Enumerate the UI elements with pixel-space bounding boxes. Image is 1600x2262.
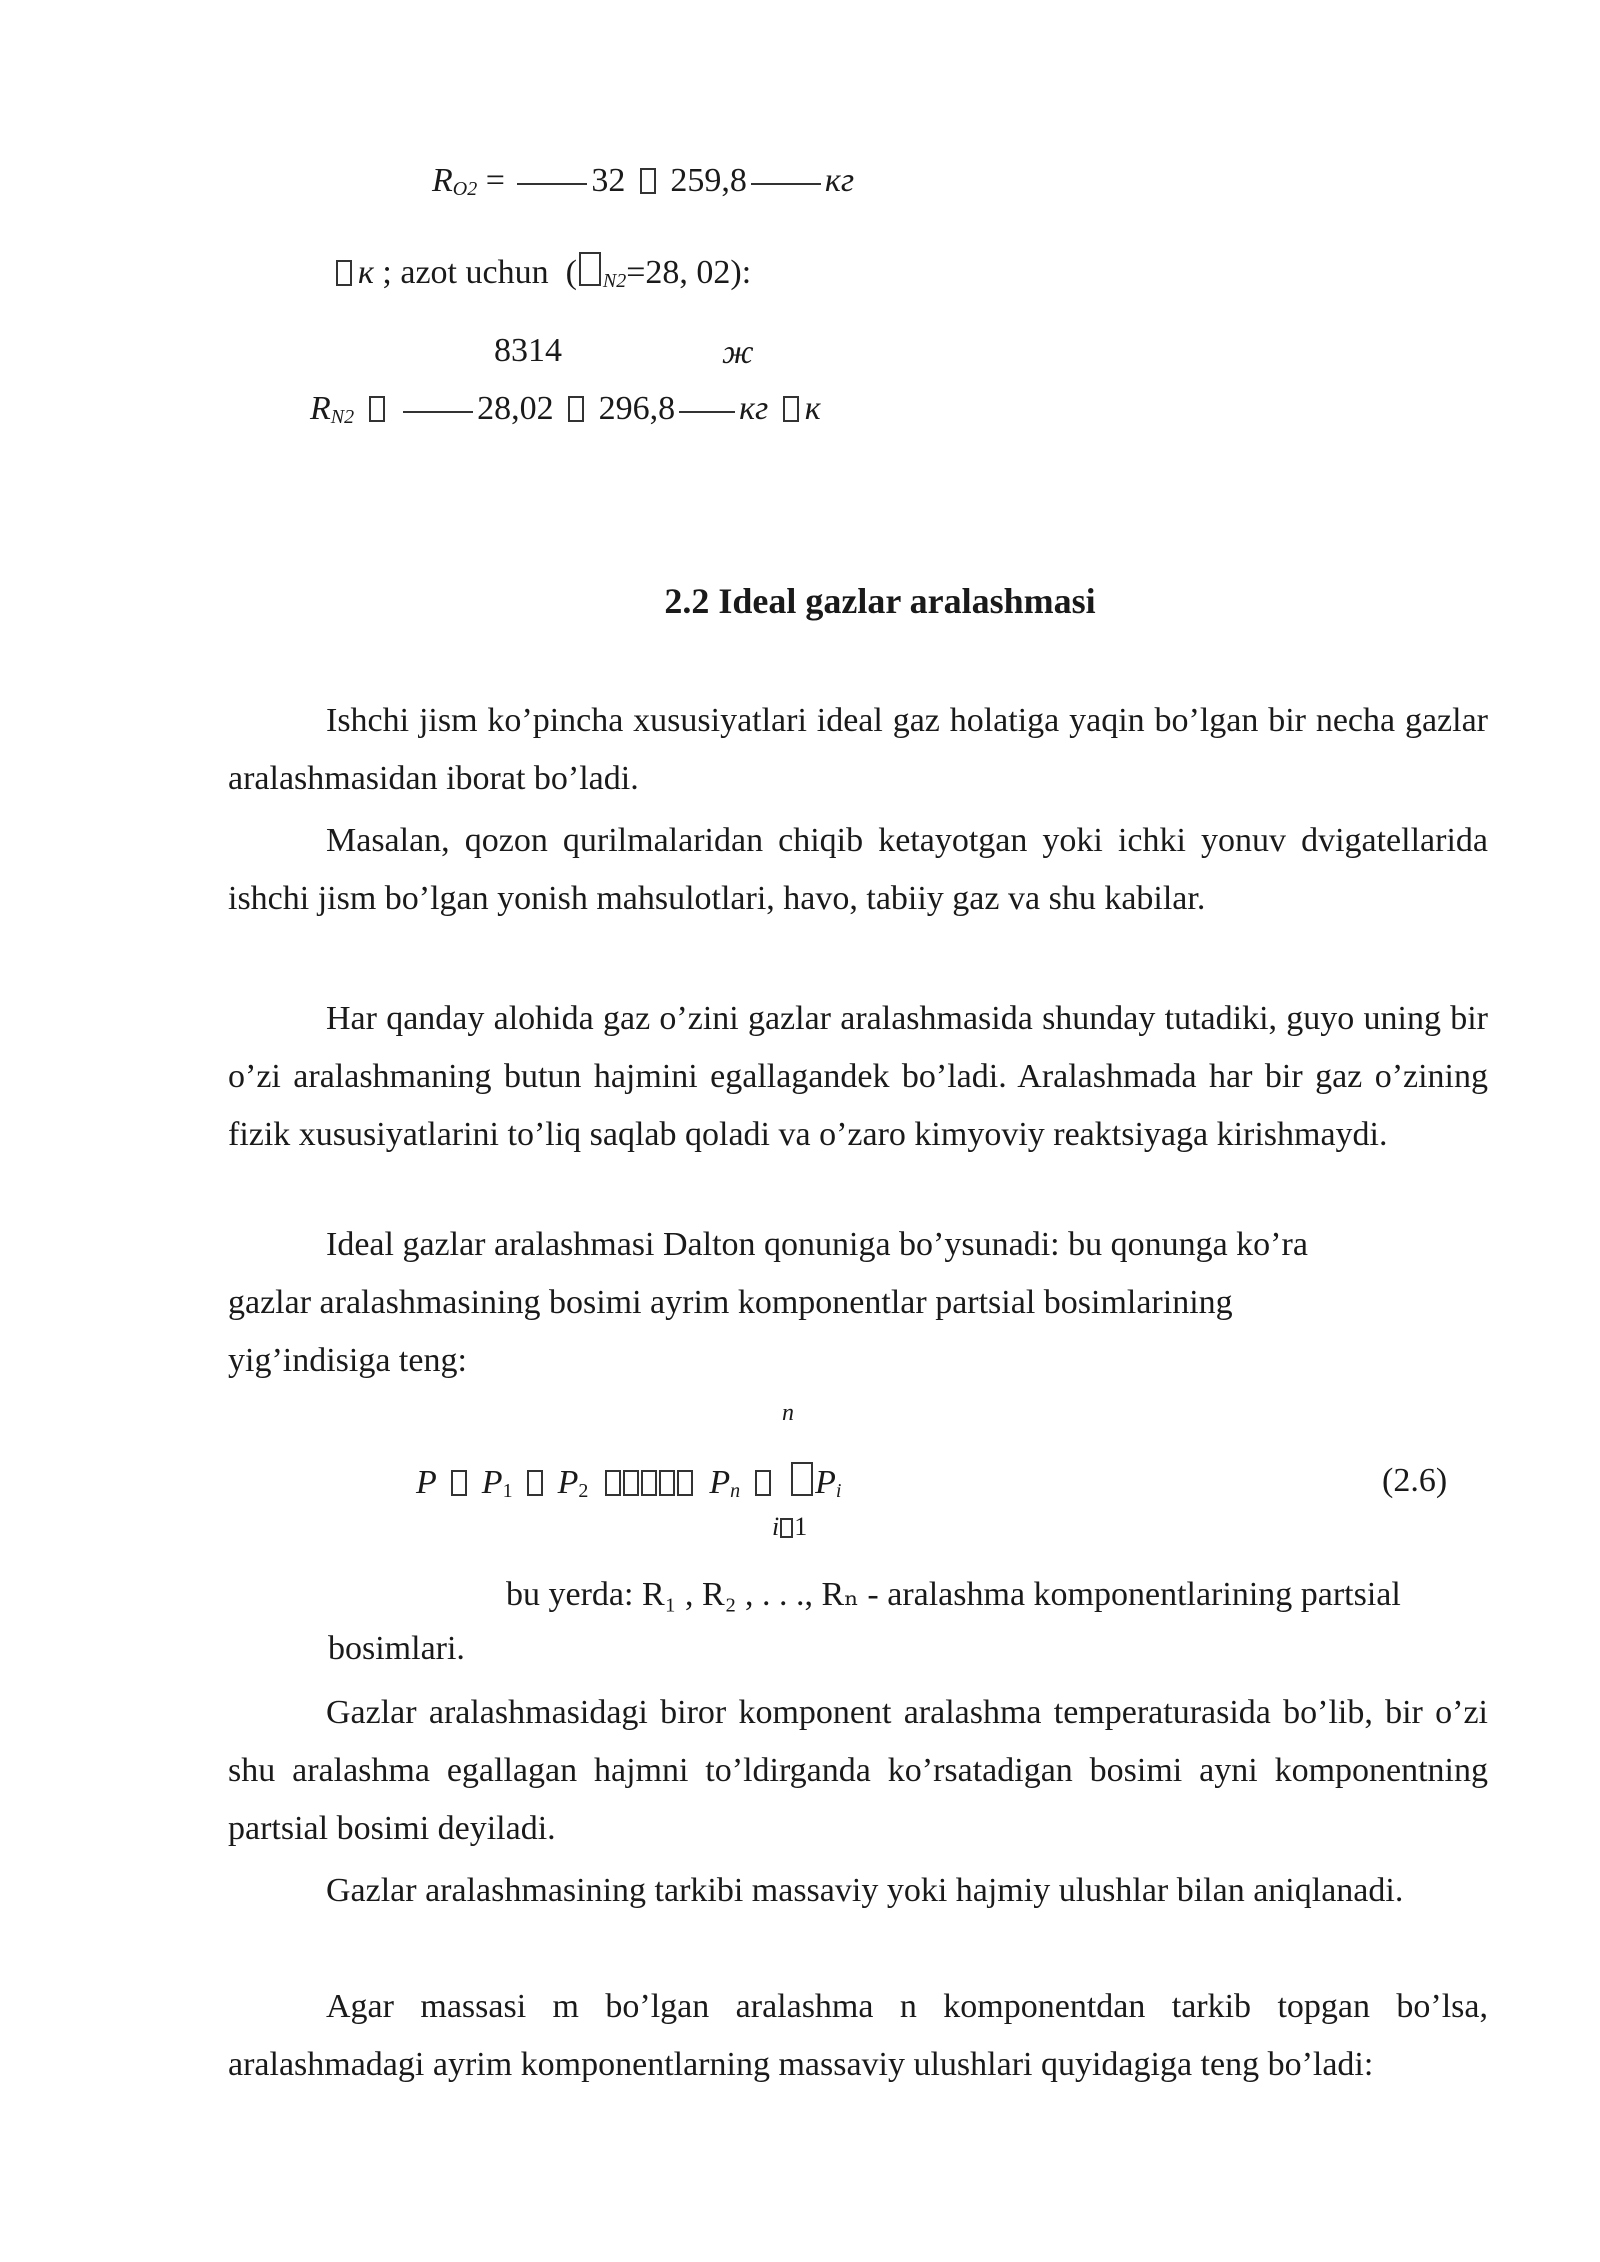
pressure-n-subscript: n [730,1480,741,1502]
pressure-i-subscript: i [835,1480,842,1502]
formula-lhs: R [432,162,453,199]
nitrogen-subscript: N2 [602,270,627,292]
missing-glyph-icon [527,1470,543,1496]
section-heading: 2.2 Ideal gazlar aralashmasi [664,581,1096,621]
pressure-n: P [709,1464,731,1501]
dalton-equation [416,1462,841,1503]
missing-glyph-icon [451,1470,467,1496]
paragraph-1: Ishchi jism ko’pincha xususiyatlari ideal gaz holatiga yaqin bo’lgan bir necha gazlar aralashmasidan iborat bo’ladi. [228,702,1488,797]
molar-mass-n2: =28, 02): [626,254,752,291]
paragraph-5-line-2: bosimlari. [328,1630,465,1667]
numerator-unit: ж [722,334,754,371]
pressure-1-subscript: 1 [502,1480,513,1502]
gas-constant-value: 259,8 [670,162,747,199]
molar-mass-value: 28,02 [477,390,554,427]
missing-glyph-icon [780,1518,793,1538]
missing-glyph-icon [579,252,601,286]
missing-glyph-icon [677,1470,693,1496]
azot-line [330,252,751,293]
molar-mass-value: 32 [591,162,626,199]
formula-lhs-subscript: O2 [452,178,478,200]
formula-lhs: R [310,390,331,427]
paragraph-6: Gazlar aralashmasidagi biror komponent aralashma temperaturasida bo’lib, bir o’zi shu aralashma egallagan hajmni to’ldirganda ko’rsatadigan bosimi ayni komponentning partsial bosimi deyiladi. [228,1694,1488,1847]
paragraph-4-line-2: gazlar aralashmasining bosimi ayrim komponentlar partsial bosimlarining [228,1284,1233,1321]
equation-number: (2.6) [1382,1462,1448,1499]
missing-glyph-icon [783,396,799,422]
pressure-1: P [481,1464,503,1501]
paragraph-8: Agar massasi m bo’lgan aralashma n komponentdan tarkib topgan bo’lsa, aralashmadagi ayrim komponentlarning massaviy ulushlari quyidagiga teng bo’ladi: [228,1988,1488,2083]
azot-text: ; azot uchun [382,254,549,291]
missing-glyph-icon [336,260,352,286]
missing-glyph-icon [659,1470,675,1496]
missing-glyph-icon [369,396,385,422]
open-paren: ( [565,254,577,291]
fraction-bar [751,183,821,185]
sum-symbol-icon [791,1462,813,1496]
paragraph-3: Har qanday alohida gaz o’zini gazlar aralashmasida shunday tutadiki, guyo uning bir o’zi aralashmaning butun hajmini egallagandek bo’ladi. Aralashmada har bir gaz o’zining fizik xususiyatlarini to’liq saqlab qoladi va o’zaro kimyoviy reaktsiyaga kirishmaydi. [228,1000,1488,1153]
fraction-bar [403,411,473,413]
pressure-2: P [557,1464,579,1501]
pressure-2-subscript: 2 [578,1480,589,1502]
sum-upper-limit: n [782,1400,794,1426]
formula-lhs-subscript: N2 [330,406,355,428]
sum-lower-limit [772,1512,807,1542]
formula-n2-numerator-unit [722,334,754,372]
missing-glyph-icon [623,1470,639,1496]
missing-glyph-icon [605,1470,621,1496]
missing-glyph-icon [640,168,656,194]
formula-r-o2 [432,162,854,201]
fraction-bar [517,183,587,185]
sum-index: i [772,1512,780,1541]
equals-sign: = [485,162,505,199]
kelvin-symbol: к [358,254,374,291]
formula-n2-numerator [494,332,562,370]
missing-glyph-icon [568,396,584,422]
paragraph-4-line-3: yig’indisiga teng: [228,1342,467,1379]
unit-label: кг [739,390,769,427]
missing-glyph-icon [755,1470,771,1496]
numerator-value: 8314 [494,332,562,369]
pressure-i: P [815,1464,836,1501]
fraction-bar [679,411,735,413]
missing-glyph-icon [641,1470,657,1496]
total-pressure: P [416,1464,437,1501]
formula-r-n2 [310,390,821,429]
paragraph-4-line-1: Ideal gazlar aralashmasi Dalton qonuniga bo’ysunadi: bu qonunga ko’ra [326,1226,1308,1263]
sum-start: 1 [794,1512,808,1541]
paragraph-2: Masalan, qozon qurilmalaridan chiqib ketayotgan yoki ichki yonuv dvigatellarida ishchi jism bo’lgan yonish mahsulotlari, havo, tabiiy gaz va shu kabilar. [228,822,1488,917]
paragraph-5-line-1: bu yerda: R₁ , R₂ , . . ., Rₙ - aralashma komponentlarining partsial [506,1576,1401,1613]
kelvin-symbol: к [804,390,821,427]
paragraph-7: Gazlar aralashmasining tarkibi massaviy yoki hajmiy ulushlar bilan aniqlanadi. [326,1872,1404,1909]
unit-label: кг [824,162,855,199]
gas-constant-value: 296,8 [598,390,676,427]
